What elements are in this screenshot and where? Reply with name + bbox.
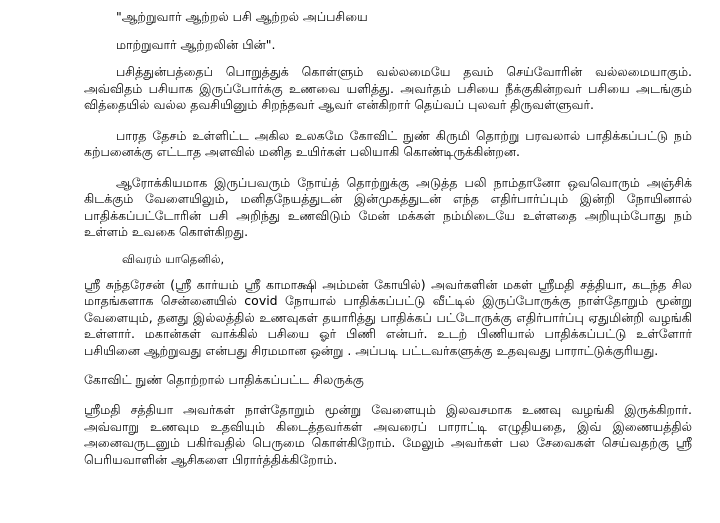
- paragraph-1: பசித்துன்பத்தைப் பொறுத்துக் கொள்ளும் வல்லமையே தவம் செய்வோரின் வல்லமையாகும். அவ்விதம் பசியாக இருப்போர்க்கு உணவை யளித்து. அவர்தம் பசியை நீக்குகின்றவர் பசியை அடங்கும் வித்தையில் வல்ல தவசியினும் சிறந்தவர் ஆவர் என்கிறார் தெய்வப் புலவர் திருவள்ளுவர்.: [84, 64, 692, 112]
- document-page: [84, 8, 692, 468]
- paragraph-2: பாரத தேசம் உள்ளிட்ட அகில உலகமே கோவிட் நுண் கிருமி தொற்று பரவலால் பாதிக்கப்பட்டு நம் கற்பனைக்கு எட்டாத அளவில் மனித உயிர்கள் பலியாகி கொண்டிருக்கின்றன.: [84, 127, 692, 159]
- quote-line-2: மாற்றுவார் ஆற்றலின் பின்".: [116, 37, 276, 52]
- section-heading: கோவிட் நுண் தொற்றால் பாதிக்கப்பட்ட சிலருக்கு: [84, 372, 364, 387]
- details-label: விவரம் யாதெனில்,: [122, 251, 225, 266]
- paragraph-4: ஸ்ரீ சுந்தரேசன் (ஸ்ரீ கார்யம் ஸ்ரீ காமாக்ஷி அம்மன் கோயில்) அவர்களின் மகள் ஸ்ரீமதி சத்தியா, கடந்த சில மாதங்களாக சென்னையில் covid நோயால் பாதிக்கப்பட்டு வீட்டில் இருப்போருக்கு நாள்தோறும் மூன்று வேளையும், தனது இல்லத்தில் உணவுகள் தயாரித்து பாதிக்கப் பட்டோருக்கு எதிர்பார்ப்பு ஏதுமின்றி வழங்கி உள்ளார். மகான்கள் வாக்கில் பசியை ஓர் பிணி என்பர். உடற் பிணியால் பாதிக்கப்பட்டு உள்ளோர் பசியினை ஆற்றுவது என்பது சிரமமான ஒன்று . அப்படி பட்டவர்களுக்கு உதவுவது பாராட்டுக்குரியது.: [84, 276, 692, 358]
- quote-line-1: "ஆற்றுவார் ஆற்றல் பசி ஆற்றல் அப்பசியை: [116, 9, 368, 24]
- paragraph-5: ஸ்ரீமதி சத்தியா அவர்கள் நாள்தோறும் மூன்று வேளையும் இலவசமாக உணவு வழங்கி இருக்கிறார். அவ்வாறு உணவும உதவியும் கிடைத்தவர்கள் அவரைப் பாராட்டி எழுதியதை, இவ் இணையத்தில் அனைவருடனும் பகிர்வதில் பெருமை கொள்கிறோம். மேலும் அவர்கள் பல சேவைகள் செய்வதற்கு ஸ்ரீ பெரியவாளின் ஆசிகளை பிரார்த்திக்கிறோம்.: [84, 402, 692, 467]
- paragraph-3: ஆரோக்கியமாக இருப்பவரும் நோய்த் தொற்றுக்கு அடுத்த பலி நாம்தானோ ஒவவொரும் அஞ்சிக் கிடக்கும் வேளையிலும், மனிதநேயத்துடன் இன்முகத்துடன் எந்த எதிர்பார்ப்பும் இன்றி நோயினால் பாதிக்கப்பட்டோரின் பசி அறிந்து உணவிடும் மேன் மக்கள் நம்மிடையே உள்ளதை அறியும்போது நம் உள்ளம் உவகை கொள்கிறது.: [84, 174, 692, 239]
